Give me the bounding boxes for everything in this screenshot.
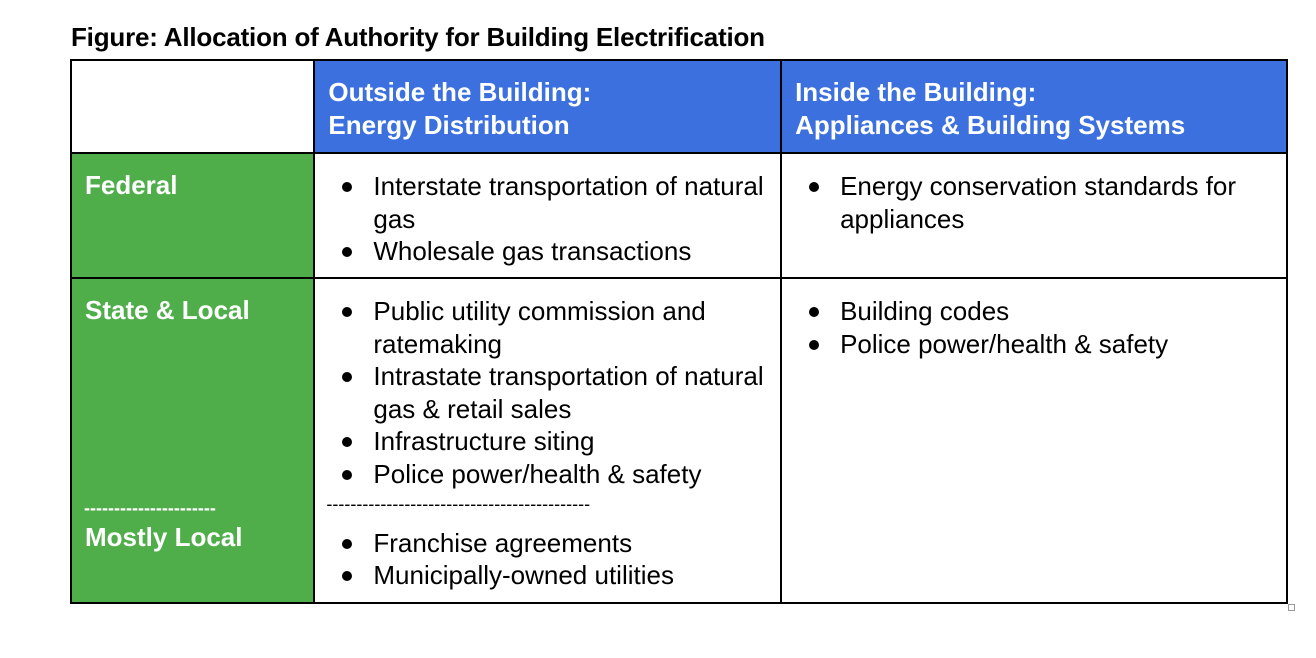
mostly-local-outside-list [315,527,780,592]
authority-table [70,59,1288,604]
state-inside-list [782,279,1286,360]
corner-cell [71,60,314,153]
list-item: Interstate transportation of natural gas [315,170,780,235]
federal-outside-cell [314,153,781,278]
list-item: Police power/health & safety [315,458,780,491]
list-item: Police power/health & safety [782,328,1286,361]
resize-handle [1288,604,1295,611]
figure-title: Figure: Allocation of Authority for Building Electrification [71,22,765,52]
state-local-inside-cell [781,278,1287,603]
federal-label-cell [71,153,314,278]
state-local-label-cell [71,278,314,603]
list-item: Municipally-owned utilities [315,559,780,592]
mostly-local-label: Mostly Local [85,522,243,552]
header-outside-line2: Energy Distribution [328,110,570,140]
list-item: Energy conservation standards for appliances [782,170,1286,235]
state-outside-list [315,279,780,491]
level-divider-mid: -------------------------------------------- [326,493,591,514]
federal-inside-list [782,154,1286,235]
list-item: Infrastructure siting [315,425,780,458]
list-item: Public utility commission and ratemaking [315,295,780,360]
federal-row [71,153,1287,278]
header-inside-line2: Appliances & Building Systems [795,110,1186,140]
header-inside-building [781,60,1287,153]
list-item: Building codes [782,295,1286,328]
list-item: Wholesale gas transactions [315,235,780,268]
state-local-label: State & Local [85,295,250,325]
header-outside-building [314,60,781,153]
header-outside-line1: Outside the Building: [328,77,592,107]
state-local-outside-cell [314,278,781,603]
list-item: Franchise agreements [315,527,780,560]
level-divider-left: ---------------------- [84,498,216,518]
header-row [71,60,1287,153]
header-inside-line1: Inside the Building: [795,77,1037,107]
federal-outside-list [315,154,780,268]
list-item: Intrastate transportation of natural gas & retail sales [315,360,780,425]
federal-label: Federal [85,170,178,200]
federal-inside-cell [781,153,1287,278]
state-local-row [71,278,1287,603]
